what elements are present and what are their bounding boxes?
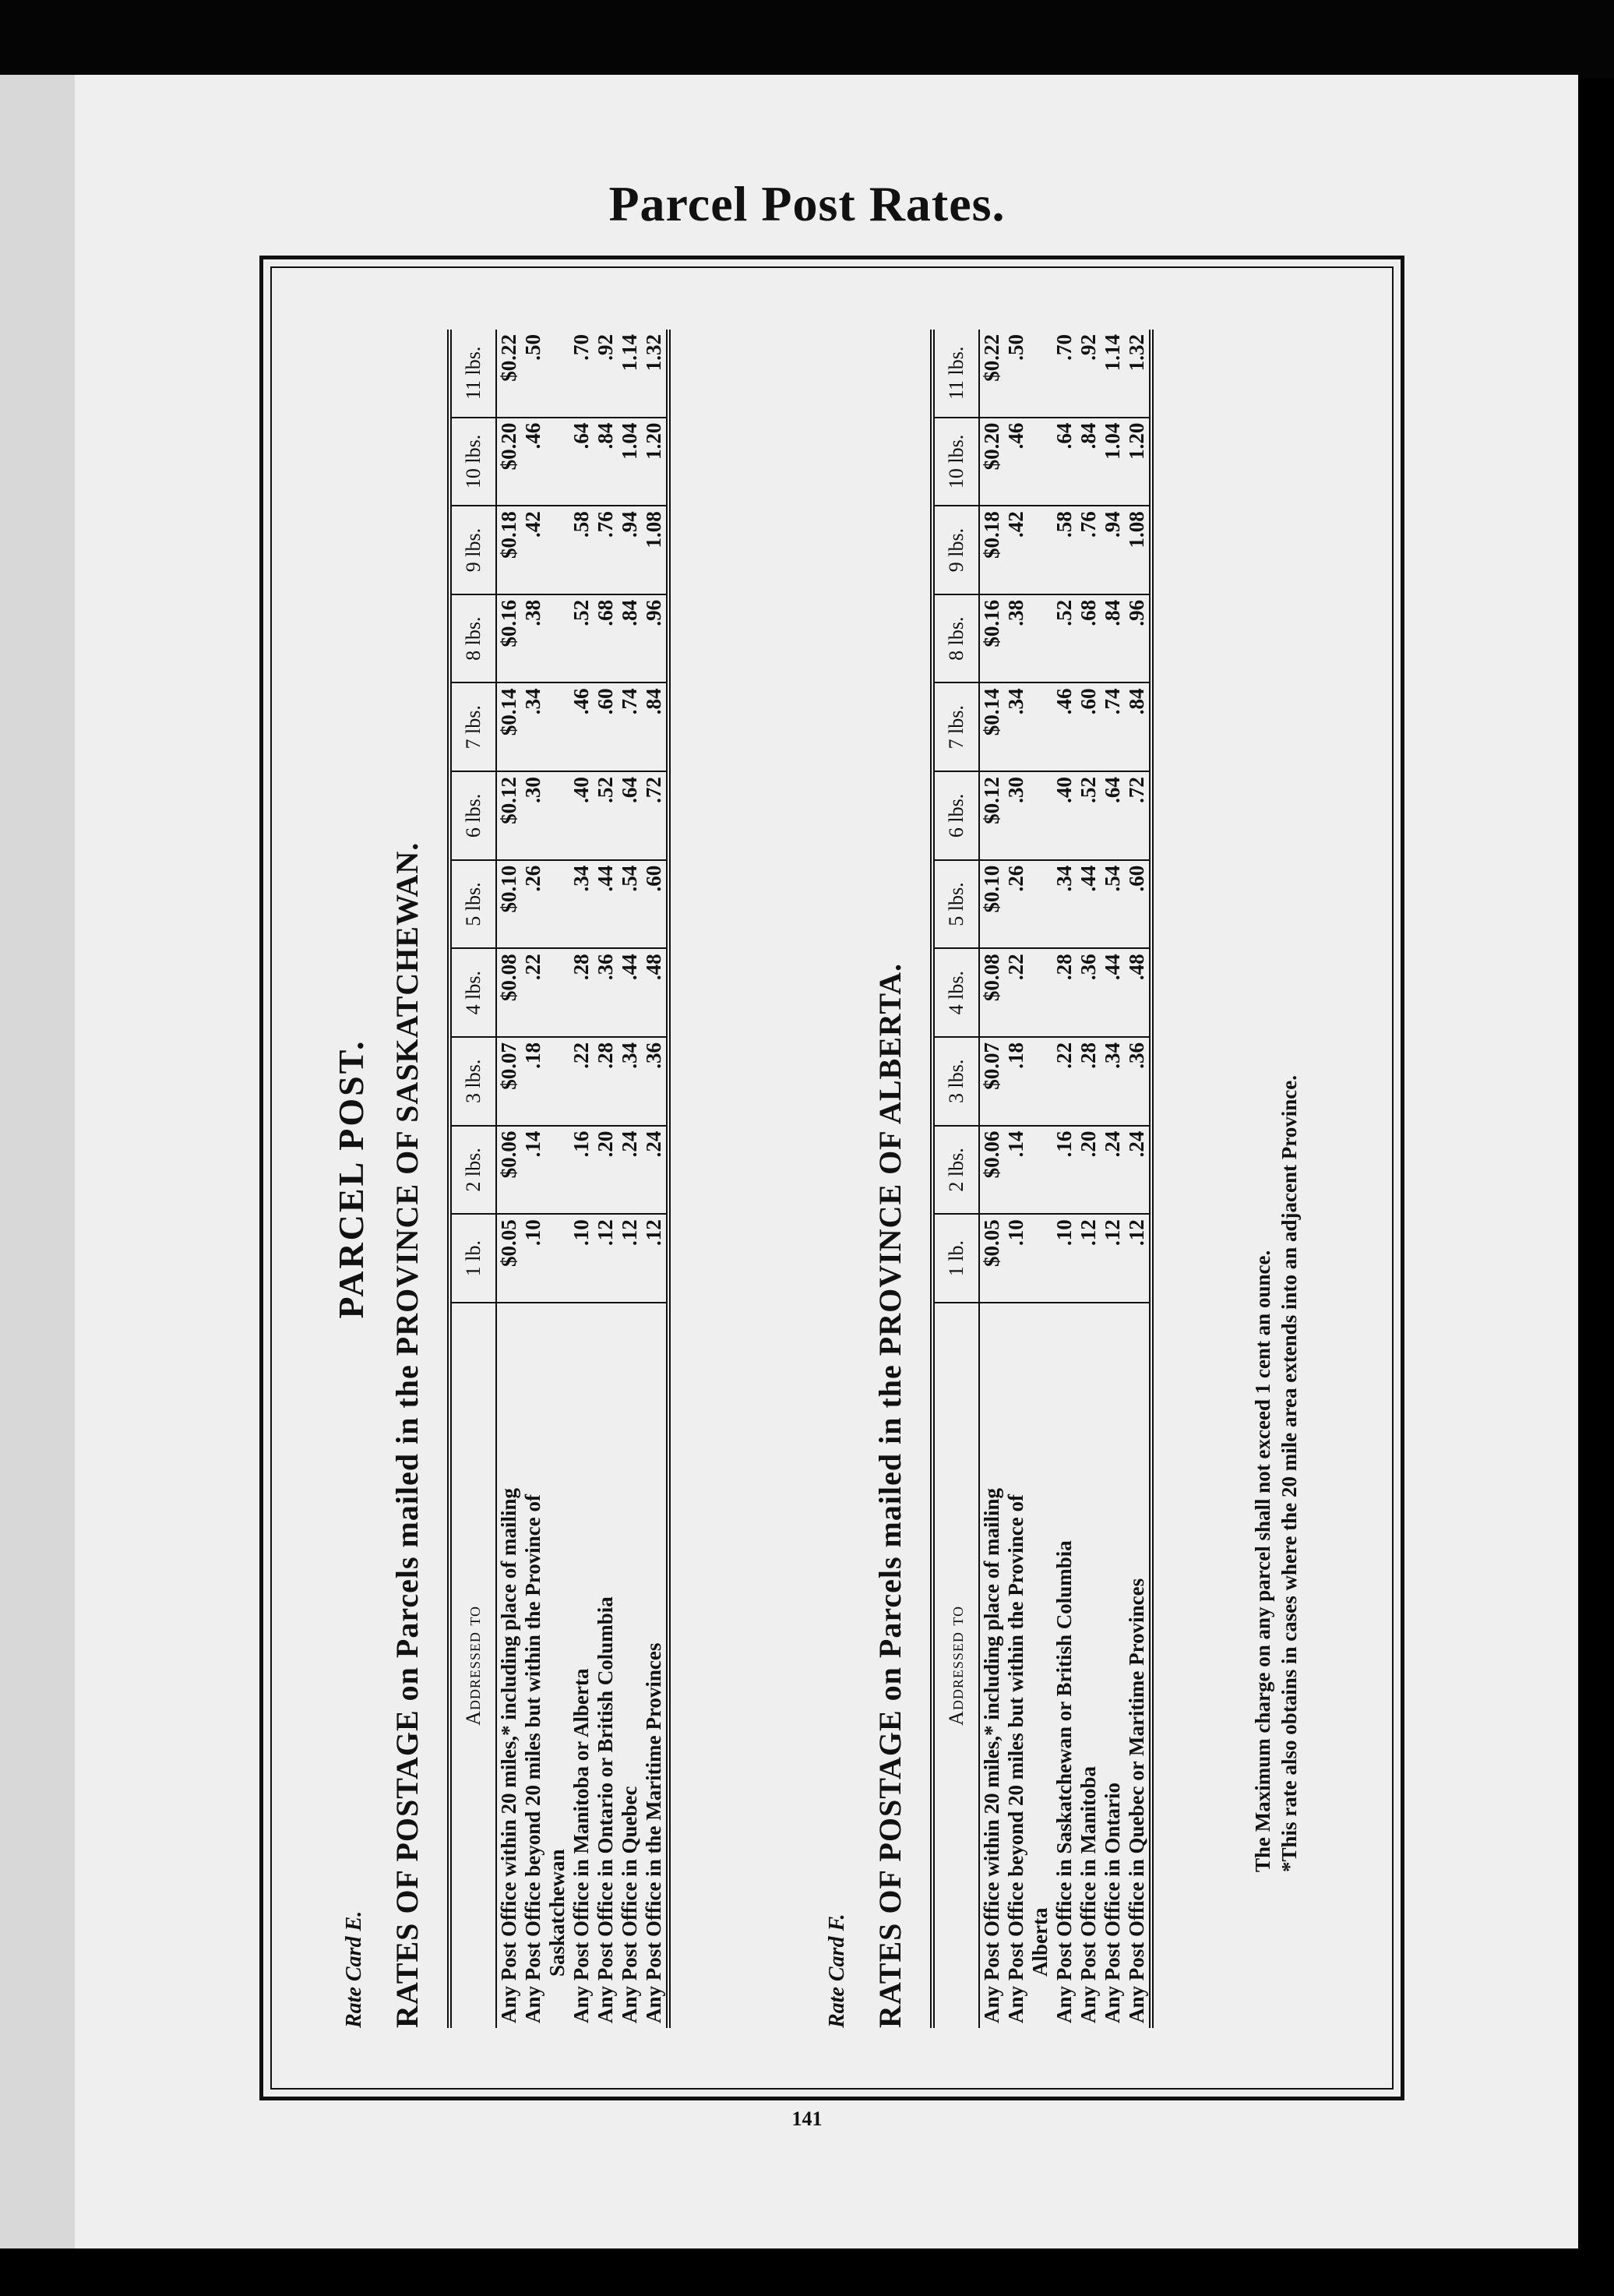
destination-cell [1101,1303,1125,2028]
rate-cell: $0.05 [979,1214,1004,1303]
addressed-to-header: Addressed to [462,1605,485,1726]
rate-cell: .28 [1077,1037,1101,1126]
rate-cell: $0.16 [496,594,521,683]
rate-cell: .64 [1052,418,1077,506]
weight-header: 7 lbs. [449,683,496,772]
weight-header: 2 lbs. [449,1126,496,1215]
rate-cell: .84 [594,418,618,506]
weight-header: 9 lbs. [449,506,496,594]
rate-cell: 1.32 [642,330,668,418]
rate-cell: .60 [1125,860,1151,949]
rate-cell: .92 [594,330,618,418]
rate-cell: .10 [521,1214,569,1303]
rate-cell: $0.12 [496,771,521,860]
rate-cell: .16 [569,1126,594,1215]
rate-cell: .70 [1052,330,1077,418]
rate-cell: 1.20 [642,418,668,506]
rate-cell: $0.12 [979,771,1004,860]
destination-text: Any Post Office in Quebec or Maritime Provinces [1125,1578,1148,2023]
rate-cell: 1.14 [1101,330,1125,418]
table-row [1101,330,1125,2028]
rate-cell: .10 [1052,1214,1077,1303]
rate-cell: .12 [1125,1214,1151,1303]
rate-cell: .84 [642,683,668,772]
rate-cell: .22 [1004,948,1052,1037]
rate-cell: 1.14 [618,330,642,418]
rate-cell: .60 [1077,683,1101,772]
table-header-row [932,330,979,2028]
rate-cell: .46 [521,418,569,506]
destination-cell [1052,1303,1077,2028]
rate-cell: .42 [521,506,569,594]
rate-cell: .18 [1004,1037,1052,1126]
destination-text: Any Post Office in the Maritime Provinces [642,1642,665,2023]
rate-cell: .30 [521,771,569,860]
rate-cell: .46 [1052,683,1077,772]
destination-text: Any Post Office in Ontario [1101,1783,1124,2023]
rate-card-f-label: Rate Card F. [825,1913,849,2028]
table-row [979,330,1004,2028]
table-row [618,330,642,2028]
rate-cell: .40 [569,771,594,860]
weight-header: 4 lbs. [449,948,496,1037]
rate-cell: $0.16 [979,594,1004,683]
rate-cell: .64 [569,418,594,506]
rate-cell: .76 [1077,506,1101,594]
rate-card-e-label: Rate Card E. [342,1910,366,2028]
rate-cell: .52 [594,771,618,860]
footnote-twenty-mile-area: *This rate also obtains in cases where the 20 mile area extends into an adjacent Province. [1277,1075,1301,1872]
destination-cell [569,1303,594,2028]
rate-cell: 1.08 [642,506,668,594]
rate-cell: .24 [642,1126,668,1215]
rate-cell: .20 [1077,1126,1101,1215]
rate-cell: $0.20 [979,418,1004,506]
rate-cell: .14 [521,1126,569,1215]
destination-text: Any Post Office in Saskatchewan or British Columbia [1052,1540,1076,2023]
rate-cell: $0.07 [496,1037,521,1126]
destination-text: Any Post Office within 20 miles,* including place of mailing [980,1487,1003,2023]
rate-cell: .40 [1052,771,1077,860]
table-row [521,330,569,2028]
addressed-to-header: Addressed to [945,1605,967,1726]
rate-cell: .38 [1004,594,1052,683]
destination-text: Any Post Office within 20 miles,* including place of mailing [497,1487,520,2023]
rate-cell: $0.08 [979,948,1004,1037]
rate-cell: .46 [1004,418,1052,506]
destination-text: Any Post Office in Manitoba [1077,1766,1100,2023]
table-row [1125,330,1151,2028]
rate-cell: .42 [1004,506,1052,594]
rate-cell: .22 [521,948,569,1037]
rate-cell: .84 [618,594,642,683]
rate-cell: .44 [1101,948,1125,1037]
rate-cell: .34 [1052,860,1077,949]
rate-cell: .34 [1101,1037,1125,1126]
table-row [594,330,618,2028]
rate-cell: .44 [618,948,642,1037]
rate-cell: .74 [618,683,642,772]
rate-card-f-table [930,330,1154,2028]
rate-card-f-heading: RATES OF POSTAGE on Parcels mailed in the PROVINCE OF ALBERTA. [872,963,907,2028]
rate-cell: $0.07 [979,1037,1004,1126]
rate-cell: .22 [1052,1037,1077,1126]
rate-cell: 1.32 [1125,330,1151,418]
rate-cell: $0.22 [979,330,1004,418]
rate-cell: .12 [594,1214,618,1303]
destination-continuation: Saskatchewan [545,1849,569,1977]
rate-cell: .50 [1004,330,1052,418]
destination-cell [618,1303,642,2028]
destination-cell [1125,1303,1151,2028]
rate-cell: .36 [642,1037,668,1126]
rate-cell: .50 [521,330,569,418]
weight-header: 6 lbs. [932,771,979,860]
rate-cell: $0.06 [979,1126,1004,1215]
rate-cell: .26 [1004,860,1052,949]
rate-cell: .68 [1077,594,1101,683]
weight-header: 11 lbs. [449,330,496,418]
footnote-maximum-charge: The Maximum charge on any parcel shall not exceed 1 cent an ounce. [1251,1250,1274,1872]
rate-cell: .70 [569,330,594,418]
rate-cell: .30 [1004,771,1052,860]
weight-header: 5 lbs. [449,860,496,949]
rate-cell: .60 [594,683,618,772]
rate-cell: .60 [642,860,668,949]
rate-cell: .34 [618,1037,642,1126]
rate-cell: .34 [1004,683,1052,772]
rate-cell: .94 [1101,506,1125,594]
rate-cell: .36 [594,948,618,1037]
rate-cell: .12 [1077,1214,1101,1303]
weight-header: 3 lbs. [449,1037,496,1126]
rate-cell: .92 [1077,330,1101,418]
rate-cell: .36 [1077,948,1101,1037]
destination-cell [1004,1303,1052,2028]
destination-cell [979,1303,1004,2028]
destination-continuation: Alberta [1028,1907,1052,1977]
rate-cell: .12 [642,1214,668,1303]
rate-cell: .24 [1125,1126,1151,1215]
rate-cell: .10 [569,1214,594,1303]
weight-header: 11 lbs. [932,330,979,418]
table-row [1004,330,1052,2028]
rate-cell: .34 [569,860,594,949]
rate-cell: .64 [1101,771,1125,860]
rate-cell: .16 [1052,1126,1077,1215]
rate-cell: .52 [1077,771,1101,860]
rate-cell: .28 [1052,948,1077,1037]
rate-cell: .14 [1004,1126,1052,1215]
rate-cell: .76 [594,506,618,594]
rate-cell: $0.22 [496,330,521,418]
rate-cell: .58 [569,506,594,594]
rate-cell: .68 [594,594,618,683]
table-row [1052,330,1077,2028]
weight-header: 5 lbs. [932,860,979,949]
rate-cell: 1.04 [1101,418,1125,506]
footnotes [1249,1075,1302,1872]
table-header-row [449,330,496,2028]
rate-cell: .52 [1052,594,1077,683]
weight-header: 10 lbs. [932,418,979,506]
weight-header: 9 lbs. [932,506,979,594]
destination-text: Any Post Office beyond 20 miles but within the Province of [1004,1494,1027,2023]
rate-cell: $0.06 [496,1126,521,1215]
rate-cell: $0.10 [496,860,521,949]
rate-cell: .34 [521,683,569,772]
weight-header: 8 lbs. [932,594,979,683]
rate-cell: .22 [569,1037,594,1126]
parcel-post-heading: PARCEL POST. [331,1039,371,1319]
rate-cell: .44 [1077,860,1101,949]
weight-header: 7 lbs. [932,683,979,772]
table-row [1077,330,1101,2028]
rate-cell: .96 [642,594,668,683]
weight-header: 3 lbs. [932,1037,979,1126]
rate-cell: .24 [618,1126,642,1215]
page-number: 141 [791,2107,823,2130]
weight-header: 10 lbs. [449,418,496,506]
rate-cell: .52 [569,594,594,683]
destination-cell [521,1303,569,2028]
rate-cell: .48 [642,948,668,1037]
rate-cell: .84 [1077,418,1101,506]
rate-cell: $0.20 [496,418,521,506]
weight-header: 6 lbs. [449,771,496,860]
rate-cell: 1.20 [1125,418,1151,506]
rate-cell: $0.18 [979,506,1004,594]
rate-cell: .36 [1125,1037,1151,1126]
rate-cell: .48 [1125,948,1151,1037]
rate-cell: .12 [618,1214,642,1303]
rate-cell: $0.08 [496,948,521,1037]
rate-cell: .28 [569,948,594,1037]
rate-cell: .94 [618,506,642,594]
rate-cell: $0.14 [979,683,1004,772]
rate-cell: .84 [1125,683,1151,772]
rate-card-e-table [447,330,671,2028]
rate-cell: 1.08 [1125,506,1151,594]
rate-cell: .84 [1101,594,1125,683]
rate-cell: .38 [521,594,569,683]
rate-cell: .72 [1125,771,1151,860]
rate-cell: .54 [618,860,642,949]
weight-header: 4 lbs. [932,948,979,1037]
scan-background [0,0,1614,78]
rate-cell: .64 [618,771,642,860]
rate-cell: .44 [594,860,618,949]
destination-cell [594,1303,618,2028]
rate-cell: $0.05 [496,1214,521,1303]
rate-cell: .54 [1101,860,1125,949]
destination-text: Any Post Office beyond 20 miles but within the Province of [521,1494,544,2023]
weight-header: 1 lb. [449,1214,496,1303]
rate-cell: .18 [521,1037,569,1126]
rate-cell: $0.10 [979,860,1004,949]
destination-cell [1077,1303,1101,2028]
rate-cell: .46 [569,683,594,772]
destination-text: Any Post Office in Quebec [618,1786,641,2023]
rate-card-e-heading: RATES OF POSTAGE on Parcels mailed in the PROVINCE OF SASKATCHEWAN. [389,841,425,2028]
rate-cell: .58 [1052,506,1077,594]
table-row [642,330,668,2028]
weight-header: 1 lb. [932,1214,979,1303]
rate-cell: .72 [642,771,668,860]
destination-text: Any Post Office in Ontario or British Columbia [594,1596,617,2023]
rate-cell: $0.14 [496,683,521,772]
rate-cell: $0.18 [496,506,521,594]
table-row [569,330,594,2028]
weight-header: 2 lbs. [932,1126,979,1215]
rate-cell: .26 [521,860,569,949]
rate-cell: .96 [1125,594,1151,683]
rate-cell: .28 [594,1037,618,1126]
rate-cell: .12 [1101,1214,1125,1303]
rotated-rate-tables [287,283,1378,2075]
destination-text: Any Post Office in Manitoba or Alberta [569,1668,593,2023]
table-row [496,330,521,2028]
rate-cell: .20 [594,1126,618,1215]
page-title: Parcel Post Rates. [608,176,1006,231]
destination-cell [496,1303,521,2028]
weight-header: 8 lbs. [449,594,496,683]
rate-cell: .74 [1101,683,1125,772]
rate-cell: .24 [1101,1126,1125,1215]
rate-cell: 1.04 [618,418,642,506]
destination-cell [642,1303,668,2028]
rate-cell: .10 [1004,1214,1052,1303]
